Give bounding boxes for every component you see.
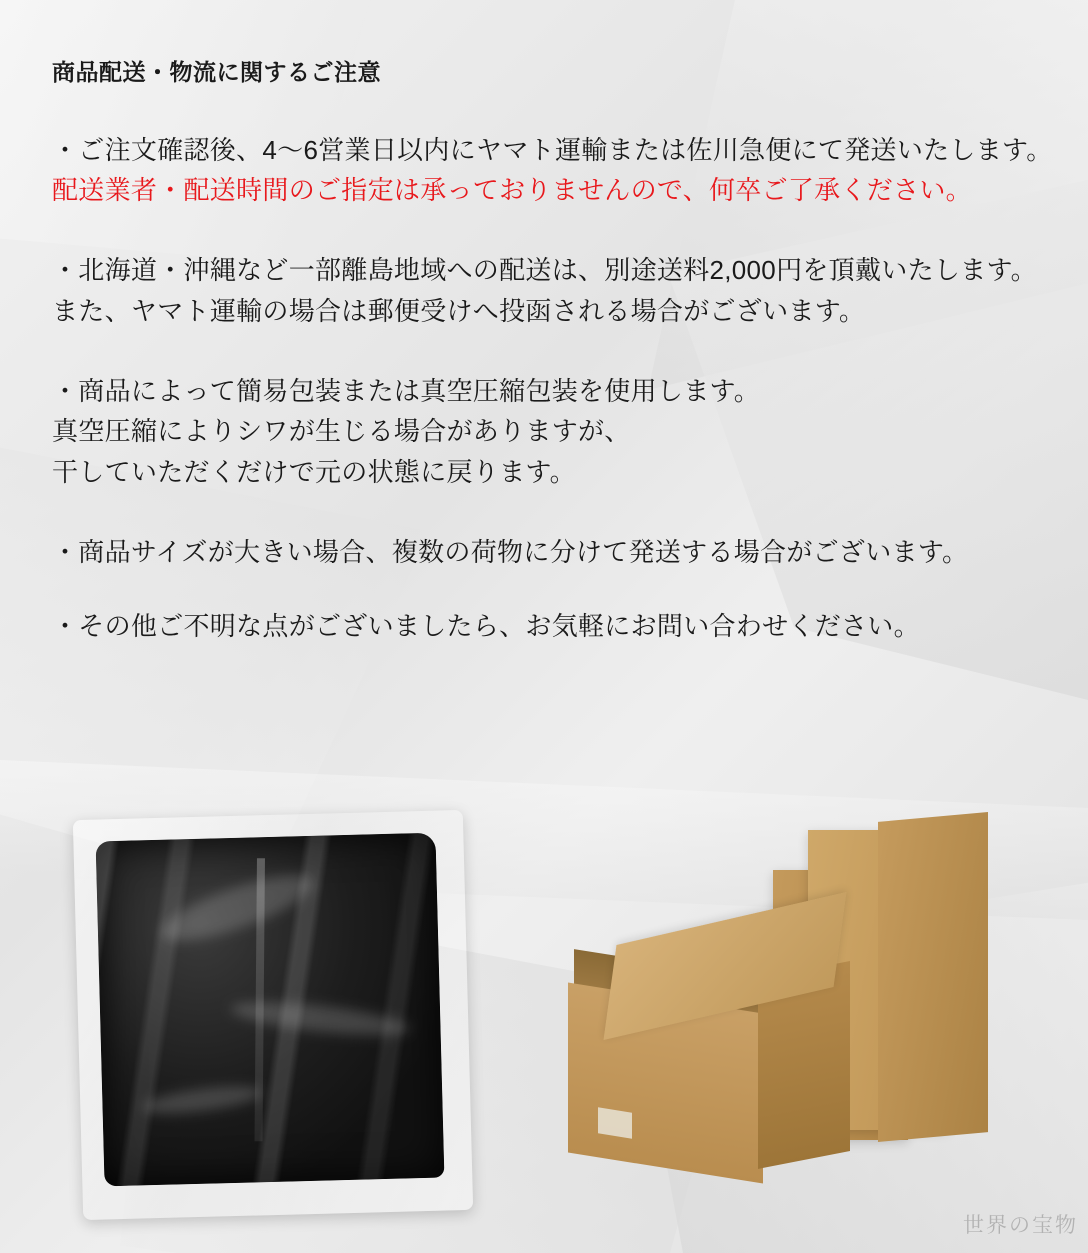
paragraph-remote-area-fee — [52, 250, 1052, 331]
paragraph-shipping-schedule — [52, 130, 1052, 211]
notice-line: 干していただくだけで元の状態に戻ります。 — [52, 456, 576, 487]
cardboard-boxes-photo — [558, 800, 1028, 1200]
open-cardboard-box — [558, 930, 858, 1180]
notice-line: ・商品サイズが大きい場合、複数の荷物に分けて発送する場合がございます。 — [52, 536, 969, 567]
notice-line: ・その他ご不明な点がございましたら、お気軽にお問い合わせください。 — [52, 611, 920, 642]
film-sheen — [141, 1081, 263, 1118]
notice-line-warning: 配送業者・配送時間のご指定は承っておりませんので、何卒ご了承ください。 — [52, 175, 972, 206]
notice-line: また、ヤマト運輸の場合は郵便受けへ投函される場合がございます。 — [52, 295, 866, 326]
film-sheen — [155, 862, 319, 953]
flat-cardboard-panel — [878, 812, 988, 1142]
black-garment — [96, 833, 445, 1187]
watermark-text: 世界の宝物 — [963, 1214, 1078, 1237]
notice-line: ・商品によって簡易包装または真空圧縮包装を使用します。 — [52, 376, 761, 407]
paragraph-packaging — [52, 371, 1052, 492]
notice-line: 真空圧縮によりシワが生じる場合がありますが、 — [52, 416, 631, 447]
notice-line: ・ご注文確認後、4〜6営業日以内にヤマト運輸または佐川急便にて発送いたします。 — [52, 134, 1053, 165]
notice-content — [52, 58, 1052, 647]
vacuum-packed-garment-photo — [78, 815, 468, 1215]
film-sheen — [229, 996, 411, 1042]
page-title: 商品配送・物流に関するご注意 — [52, 59, 381, 85]
paragraph-multiple-parcels — [52, 532, 1052, 572]
box-shipping-label — [598, 1107, 632, 1138]
notice-line: ・北海道・沖縄など一部離島地域への配送は、別途送料2,000円を頂戴いたします。 — [52, 255, 1037, 286]
photo-row — [0, 770, 1088, 1253]
paragraph-contact — [52, 606, 1052, 646]
